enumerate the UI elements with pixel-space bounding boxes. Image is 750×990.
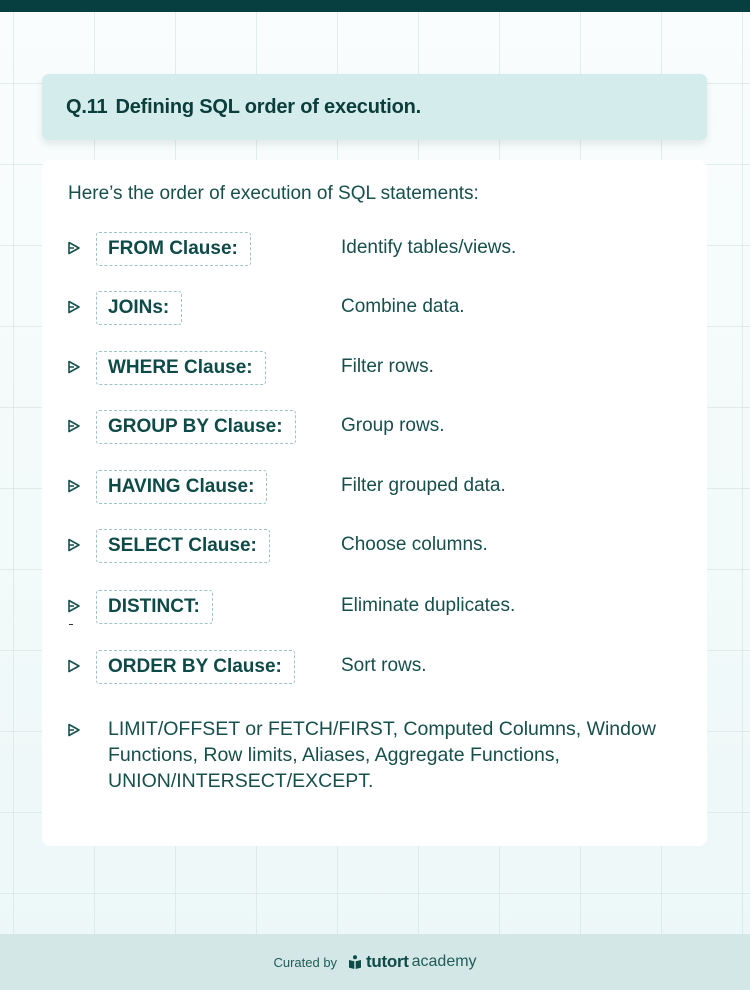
term-label: FROM Clause: (96, 232, 251, 266)
term-description: Filter grouped data. (341, 475, 506, 496)
page-title (66, 96, 421, 119)
final-item-text: LIMIT/OFFSET or FETCH/FIRST, Computed Columns, Window Functions, Row limits, Aliases, Aggregate Functions, UNION/INTERSECT/EXCEPT. (108, 718, 656, 792)
term-description: Combine data. (341, 296, 465, 317)
triangle-arrow-icon (67, 419, 81, 433)
question-title-card (42, 74, 707, 140)
triangle-arrow-icon (67, 360, 81, 374)
term-label: HAVING Clause: (96, 470, 267, 504)
list-item (42, 529, 707, 563)
term-description: Group rows. (341, 415, 445, 436)
triangle-arrow-icon (67, 479, 81, 493)
term-description: Filter rows. (341, 356, 434, 377)
term-description: Identify tables/views. (341, 237, 517, 258)
list-item (42, 590, 707, 624)
term-label: WHERE Clause: (96, 351, 266, 385)
term-label: JOINs: (96, 291, 182, 325)
book-person-icon (349, 955, 361, 969)
list-item (42, 410, 707, 444)
term-description: Sort rows. (341, 655, 427, 676)
triangle-arrow-icon (67, 599, 81, 613)
term-description: Eliminate duplicates. (341, 595, 516, 616)
brand-name-bold: tutort (366, 952, 409, 971)
triangle-arrow-icon (67, 300, 81, 314)
triangle-arrow-icon (67, 659, 81, 673)
footer (0, 934, 750, 990)
list-item (42, 351, 707, 385)
content-card (42, 160, 707, 846)
top-bar (0, 0, 750, 12)
stray-dash (69, 624, 73, 625)
term-label: GROUP BY Clause: (96, 410, 296, 444)
list-item (42, 232, 707, 266)
term-description: Choose columns. (341, 534, 488, 555)
triangle-arrow-icon (67, 241, 81, 255)
triangle-arrow-icon (67, 538, 81, 552)
brand-name-light: academy (411, 953, 477, 970)
intro-text: Here’s the order of execution of SQL statements: (68, 183, 479, 204)
term-label: ORDER BY Clause: (96, 650, 295, 684)
question-number: Q.11 (66, 95, 108, 118)
list-item (42, 291, 707, 325)
question-title: Defining SQL order of execution. (115, 95, 421, 118)
curated-by-label: Curated by (273, 954, 338, 970)
term-label: DISTINCT: (96, 590, 213, 624)
term-label: SELECT Clause: (96, 529, 270, 563)
list-item (42, 470, 707, 504)
brand-logo (349, 952, 477, 972)
list-item (42, 650, 707, 684)
triangle-arrow-icon (67, 723, 81, 737)
